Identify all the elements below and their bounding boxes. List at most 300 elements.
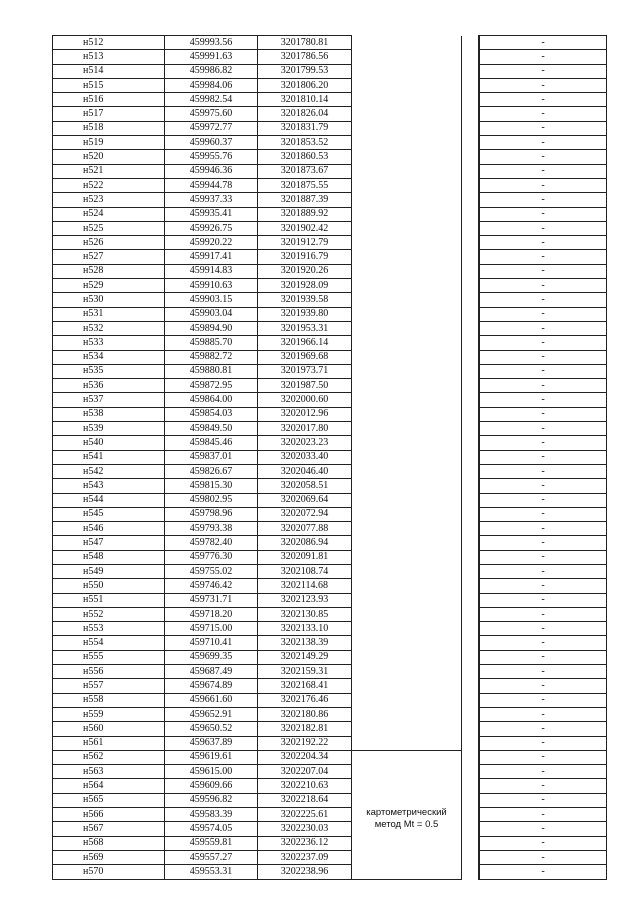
x-coordinate-cell: 459910.63 <box>165 279 258 293</box>
y-coordinate-cell: 3202108.74 <box>258 564 352 578</box>
table-row <box>53 808 607 822</box>
x-coordinate-cell: 459845.46 <box>165 436 258 450</box>
table-row <box>53 607 607 621</box>
point-id-cell: н533 <box>53 336 165 350</box>
table-row <box>53 579 607 593</box>
table-row <box>53 164 607 178</box>
table-row <box>53 564 607 578</box>
x-coordinate-cell: 459946.36 <box>165 164 258 178</box>
table-row <box>53 436 607 450</box>
y-coordinate-cell: 3202225.61 <box>258 808 352 822</box>
x-coordinate-cell: 459935.41 <box>165 207 258 221</box>
value-cell: - <box>479 622 607 636</box>
x-coordinate-cell: 459776.30 <box>165 550 258 564</box>
value-cell: - <box>479 579 607 593</box>
table-row <box>53 450 607 464</box>
table-row <box>53 221 607 235</box>
point-id-cell: н525 <box>53 221 165 235</box>
x-coordinate-cell: 459972.77 <box>165 121 258 135</box>
table-row <box>53 536 607 550</box>
x-coordinate-cell: 459926.75 <box>165 221 258 235</box>
value-cell: - <box>479 78 607 92</box>
value-cell: - <box>479 865 607 879</box>
point-id-cell: н527 <box>53 250 165 264</box>
value-cell: - <box>479 64 607 78</box>
method-cell-empty <box>352 36 462 751</box>
value-cell: - <box>479 379 607 393</box>
table-row <box>53 779 607 793</box>
point-id-cell: н542 <box>53 464 165 478</box>
y-coordinate-cell: 3202168.41 <box>258 679 352 693</box>
x-coordinate-cell: 459674.89 <box>165 679 258 693</box>
point-id-cell: н514 <box>53 64 165 78</box>
table-row <box>53 407 607 421</box>
y-coordinate-cell: 3202204.34 <box>258 750 352 764</box>
y-coordinate-cell: 3201826.04 <box>258 107 352 121</box>
point-id-cell: н540 <box>53 436 165 450</box>
table-row <box>53 364 607 378</box>
x-coordinate-cell: 459596.82 <box>165 793 258 807</box>
value-cell: - <box>479 150 607 164</box>
value-cell: - <box>479 364 607 378</box>
value-cell: - <box>479 436 607 450</box>
y-coordinate-cell: 3201939.80 <box>258 307 352 321</box>
column-gap <box>462 36 480 880</box>
x-coordinate-cell: 459903.15 <box>165 293 258 307</box>
value-cell: - <box>479 679 607 693</box>
table-row <box>53 550 607 564</box>
x-coordinate-cell: 459615.00 <box>165 765 258 779</box>
value-cell: - <box>479 50 607 64</box>
point-id-cell: н562 <box>53 750 165 764</box>
x-coordinate-cell: 459917.41 <box>165 250 258 264</box>
y-coordinate-cell: 3201786.56 <box>258 50 352 64</box>
table-row <box>53 336 607 350</box>
point-id-cell: н554 <box>53 636 165 650</box>
y-coordinate-cell: 3202130.85 <box>258 607 352 621</box>
x-coordinate-cell: 459955.76 <box>165 150 258 164</box>
y-coordinate-cell: 3201853.52 <box>258 136 352 150</box>
value-cell: - <box>479 307 607 321</box>
x-coordinate-cell: 459991.63 <box>165 50 258 64</box>
value-cell: - <box>479 264 607 278</box>
point-id-cell: н534 <box>53 350 165 364</box>
y-coordinate-cell: 3201806.20 <box>258 78 352 92</box>
table-row <box>53 107 607 121</box>
method-label-line2: метод Mt = 0.5 <box>374 818 439 830</box>
y-coordinate-cell: 3201939.58 <box>258 293 352 307</box>
y-coordinate-cell: 3201831.79 <box>258 121 352 135</box>
point-id-cell: н551 <box>53 593 165 607</box>
point-id-cell: н557 <box>53 679 165 693</box>
y-coordinate-cell: 3202182.81 <box>258 722 352 736</box>
x-coordinate-cell: 459718.20 <box>165 607 258 621</box>
x-coordinate-cell: 459652.91 <box>165 707 258 721</box>
point-id-cell: н567 <box>53 822 165 836</box>
value-cell: - <box>479 407 607 421</box>
x-coordinate-cell: 459746.42 <box>165 579 258 593</box>
x-coordinate-cell: 459986.82 <box>165 64 258 78</box>
y-coordinate-cell: 3202086.94 <box>258 536 352 550</box>
table-row <box>53 36 607 50</box>
point-id-cell: н549 <box>53 564 165 578</box>
value-cell: - <box>479 479 607 493</box>
value-cell: - <box>479 93 607 107</box>
table-row <box>53 193 607 207</box>
value-cell: - <box>479 136 607 150</box>
coordinate-table <box>52 35 607 880</box>
point-id-cell: н529 <box>53 279 165 293</box>
value-cell: - <box>479 36 607 50</box>
point-id-cell: н512 <box>53 36 165 50</box>
table-row <box>53 121 607 135</box>
value-cell: - <box>479 808 607 822</box>
method-label-line1: картометрический <box>366 806 447 818</box>
table-row <box>53 793 607 807</box>
point-id-cell: н539 <box>53 422 165 436</box>
value-cell: - <box>479 850 607 864</box>
point-id-cell: н544 <box>53 493 165 507</box>
y-coordinate-cell: 3201889.92 <box>258 207 352 221</box>
y-coordinate-cell: 3202000.60 <box>258 393 352 407</box>
y-coordinate-cell: 3201987.50 <box>258 379 352 393</box>
point-id-cell: н560 <box>53 722 165 736</box>
table-row <box>53 393 607 407</box>
table-row <box>53 693 607 707</box>
table-row <box>53 78 607 92</box>
value-cell: - <box>479 164 607 178</box>
value-cell: - <box>479 722 607 736</box>
x-coordinate-cell: 459699.35 <box>165 650 258 664</box>
value-cell: - <box>479 707 607 721</box>
point-id-cell: н515 <box>53 78 165 92</box>
point-id-cell: н518 <box>53 121 165 135</box>
y-coordinate-cell: 3202133.10 <box>258 622 352 636</box>
y-coordinate-cell: 3202069.64 <box>258 493 352 507</box>
value-cell: - <box>479 250 607 264</box>
table-row <box>53 836 607 850</box>
value-cell: - <box>479 236 607 250</box>
value-cell: - <box>479 493 607 507</box>
x-coordinate-cell: 459982.54 <box>165 93 258 107</box>
y-coordinate-cell: 3202230.03 <box>258 822 352 836</box>
x-coordinate-cell: 459854.03 <box>165 407 258 421</box>
x-coordinate-cell: 459731.71 <box>165 593 258 607</box>
value-cell: - <box>479 193 607 207</box>
point-id-cell: н513 <box>53 50 165 64</box>
table-row <box>53 307 607 321</box>
y-coordinate-cell: 3201810.14 <box>258 93 352 107</box>
point-id-cell: н523 <box>53 193 165 207</box>
x-coordinate-cell: 459793.38 <box>165 522 258 536</box>
point-id-cell: н548 <box>53 550 165 564</box>
point-id-cell: н537 <box>53 393 165 407</box>
value-cell: - <box>479 221 607 235</box>
y-coordinate-cell: 3201912.79 <box>258 236 352 250</box>
table-row <box>53 622 607 636</box>
coordinate-table-page <box>52 35 607 880</box>
value-cell: - <box>479 178 607 192</box>
table-row <box>53 150 607 164</box>
table-row <box>53 422 607 436</box>
x-coordinate-cell: 459960.37 <box>165 136 258 150</box>
point-id-cell: н545 <box>53 507 165 521</box>
x-coordinate-cell: 459882.72 <box>165 350 258 364</box>
table-row <box>53 522 607 536</box>
point-id-cell: н552 <box>53 607 165 621</box>
table-row <box>53 464 607 478</box>
point-id-cell: н559 <box>53 707 165 721</box>
value-cell: - <box>479 522 607 536</box>
y-coordinate-cell: 3201928.09 <box>258 279 352 293</box>
y-coordinate-cell: 3202123.93 <box>258 593 352 607</box>
y-coordinate-cell: 3201780.81 <box>258 36 352 50</box>
value-cell: - <box>479 536 607 550</box>
x-coordinate-cell: 459815.30 <box>165 479 258 493</box>
value-cell: - <box>479 693 607 707</box>
y-coordinate-cell: 3202218.64 <box>258 793 352 807</box>
x-coordinate-cell: 459872.95 <box>165 379 258 393</box>
value-cell: - <box>479 793 607 807</box>
table-row <box>53 279 607 293</box>
y-coordinate-cell: 3202012.96 <box>258 407 352 421</box>
x-coordinate-cell: 459880.81 <box>165 364 258 378</box>
value-cell: - <box>479 336 607 350</box>
value-cell: - <box>479 607 607 621</box>
point-id-cell: н521 <box>53 164 165 178</box>
table-row <box>53 822 607 836</box>
value-cell: - <box>479 507 607 521</box>
y-coordinate-cell: 3202176.46 <box>258 693 352 707</box>
table-row <box>53 650 607 664</box>
y-coordinate-cell: 3202058.51 <box>258 479 352 493</box>
point-id-cell: н519 <box>53 136 165 150</box>
x-coordinate-cell: 459574.05 <box>165 822 258 836</box>
value-cell: - <box>479 765 607 779</box>
x-coordinate-cell: 459937.33 <box>165 193 258 207</box>
table-row <box>53 321 607 335</box>
y-coordinate-cell: 3201873.67 <box>258 164 352 178</box>
point-id-cell: н528 <box>53 264 165 278</box>
table-row <box>53 736 607 750</box>
point-id-cell: н531 <box>53 307 165 321</box>
table-row <box>53 665 607 679</box>
y-coordinate-cell: 3201875.55 <box>258 178 352 192</box>
x-coordinate-cell: 459849.50 <box>165 422 258 436</box>
point-id-cell: н570 <box>53 865 165 879</box>
value-cell: - <box>479 450 607 464</box>
point-id-cell: н569 <box>53 850 165 864</box>
x-coordinate-cell: 459782.40 <box>165 536 258 550</box>
point-id-cell: н563 <box>53 765 165 779</box>
x-coordinate-cell: 459583.39 <box>165 808 258 822</box>
x-coordinate-cell: 459802.95 <box>165 493 258 507</box>
x-coordinate-cell: 459984.06 <box>165 78 258 92</box>
table-row <box>53 593 607 607</box>
table-row <box>53 207 607 221</box>
table-row <box>53 636 607 650</box>
y-coordinate-cell: 3202238.96 <box>258 865 352 879</box>
value-cell: - <box>479 750 607 764</box>
point-id-cell: н565 <box>53 793 165 807</box>
table-row <box>53 293 607 307</box>
coordinate-table-body <box>53 36 607 880</box>
table-row <box>53 236 607 250</box>
x-coordinate-cell: 459798.96 <box>165 507 258 521</box>
point-id-cell: н524 <box>53 207 165 221</box>
y-coordinate-cell: 3202236.12 <box>258 836 352 850</box>
value-cell: - <box>479 779 607 793</box>
y-coordinate-cell: 3202180.86 <box>258 707 352 721</box>
x-coordinate-cell: 459894.90 <box>165 321 258 335</box>
x-coordinate-cell: 459609.66 <box>165 779 258 793</box>
x-coordinate-cell: 459920.22 <box>165 236 258 250</box>
point-id-cell: н517 <box>53 107 165 121</box>
point-id-cell: н526 <box>53 236 165 250</box>
y-coordinate-cell: 3202046.40 <box>258 464 352 478</box>
x-coordinate-cell: 459837.01 <box>165 450 258 464</box>
point-id-cell: н566 <box>53 808 165 822</box>
y-coordinate-cell: 3201799.53 <box>258 64 352 78</box>
point-id-cell: н568 <box>53 836 165 850</box>
y-coordinate-cell: 3202091.81 <box>258 550 352 564</box>
value-cell: - <box>479 464 607 478</box>
y-coordinate-cell: 3202017.80 <box>258 422 352 436</box>
x-coordinate-cell: 459559.81 <box>165 836 258 850</box>
table-row <box>53 765 607 779</box>
value-cell: - <box>479 207 607 221</box>
value-cell: - <box>479 593 607 607</box>
x-coordinate-cell: 459710.41 <box>165 636 258 650</box>
table-row <box>53 479 607 493</box>
point-id-cell: н543 <box>53 479 165 493</box>
x-coordinate-cell: 459661.60 <box>165 693 258 707</box>
x-coordinate-cell: 459619.61 <box>165 750 258 764</box>
point-id-cell: н541 <box>53 450 165 464</box>
point-id-cell: н532 <box>53 321 165 335</box>
value-cell: - <box>479 121 607 135</box>
y-coordinate-cell: 3201969.68 <box>258 350 352 364</box>
point-id-cell: н530 <box>53 293 165 307</box>
point-id-cell: н535 <box>53 364 165 378</box>
table-row <box>53 64 607 78</box>
point-id-cell: н516 <box>53 93 165 107</box>
table-row <box>53 350 607 364</box>
y-coordinate-cell: 3202159.31 <box>258 665 352 679</box>
point-id-cell: н546 <box>53 522 165 536</box>
point-id-cell: н555 <box>53 650 165 664</box>
x-coordinate-cell: 459687.49 <box>165 665 258 679</box>
value-cell: - <box>479 321 607 335</box>
table-row <box>53 379 607 393</box>
x-coordinate-cell: 459903.04 <box>165 307 258 321</box>
y-coordinate-cell: 3202138.39 <box>258 636 352 650</box>
y-coordinate-cell: 3202207.04 <box>258 765 352 779</box>
point-id-cell: н547 <box>53 536 165 550</box>
value-cell: - <box>479 736 607 750</box>
y-coordinate-cell: 3202077.88 <box>258 522 352 536</box>
x-coordinate-cell: 459944.78 <box>165 178 258 192</box>
y-coordinate-cell: 3202072.94 <box>258 507 352 521</box>
value-cell: - <box>479 293 607 307</box>
y-coordinate-cell: 3202023.23 <box>258 436 352 450</box>
table-row <box>53 507 607 521</box>
point-id-cell: н536 <box>53 379 165 393</box>
point-id-cell: н553 <box>53 622 165 636</box>
value-cell: - <box>479 636 607 650</box>
x-coordinate-cell: 459885.70 <box>165 336 258 350</box>
value-cell: - <box>479 665 607 679</box>
table-row <box>53 93 607 107</box>
table-row <box>53 750 607 764</box>
x-coordinate-cell: 459715.00 <box>165 622 258 636</box>
value-cell: - <box>479 650 607 664</box>
table-row <box>53 865 607 879</box>
y-coordinate-cell: 3201860.53 <box>258 150 352 164</box>
value-cell: - <box>479 107 607 121</box>
y-coordinate-cell: 3201973.71 <box>258 364 352 378</box>
x-coordinate-cell: 459637.89 <box>165 736 258 750</box>
table-row <box>53 850 607 864</box>
x-coordinate-cell: 459557.27 <box>165 850 258 864</box>
value-cell: - <box>479 422 607 436</box>
point-id-cell: н564 <box>53 779 165 793</box>
y-coordinate-cell: 3201902.42 <box>258 221 352 235</box>
table-row <box>53 136 607 150</box>
x-coordinate-cell: 459553.31 <box>165 865 258 879</box>
table-row <box>53 250 607 264</box>
y-coordinate-cell: 3201887.39 <box>258 193 352 207</box>
point-id-cell: н520 <box>53 150 165 164</box>
y-coordinate-cell: 3201953.31 <box>258 321 352 335</box>
value-cell: - <box>479 350 607 364</box>
point-id-cell: н550 <box>53 579 165 593</box>
table-row <box>53 50 607 64</box>
value-cell: - <box>479 393 607 407</box>
table-row <box>53 679 607 693</box>
x-coordinate-cell: 459914.83 <box>165 264 258 278</box>
y-coordinate-cell: 3202210.63 <box>258 779 352 793</box>
value-cell: - <box>479 279 607 293</box>
x-coordinate-cell: 459650.52 <box>165 722 258 736</box>
y-coordinate-cell: 3201966.14 <box>258 336 352 350</box>
y-coordinate-cell: 3202033.40 <box>258 450 352 464</box>
table-row <box>53 722 607 736</box>
y-coordinate-cell: 3202237.09 <box>258 850 352 864</box>
table-row <box>53 707 607 721</box>
point-id-cell: н556 <box>53 665 165 679</box>
method-cell <box>352 750 462 879</box>
y-coordinate-cell: 3201916.79 <box>258 250 352 264</box>
x-coordinate-cell: 459864.00 <box>165 393 258 407</box>
x-coordinate-cell: 459975.60 <box>165 107 258 121</box>
y-coordinate-cell: 3202114.68 <box>258 579 352 593</box>
point-id-cell: н558 <box>53 693 165 707</box>
x-coordinate-cell: 459755.02 <box>165 564 258 578</box>
value-cell: - <box>479 822 607 836</box>
y-coordinate-cell: 3202192.22 <box>258 736 352 750</box>
table-row <box>53 178 607 192</box>
value-cell: - <box>479 836 607 850</box>
point-id-cell: н522 <box>53 178 165 192</box>
point-id-cell: н561 <box>53 736 165 750</box>
value-cell: - <box>479 564 607 578</box>
y-coordinate-cell: 3202149.29 <box>258 650 352 664</box>
table-row <box>53 493 607 507</box>
x-coordinate-cell: 459993.56 <box>165 36 258 50</box>
table-row <box>53 264 607 278</box>
point-id-cell: н538 <box>53 407 165 421</box>
